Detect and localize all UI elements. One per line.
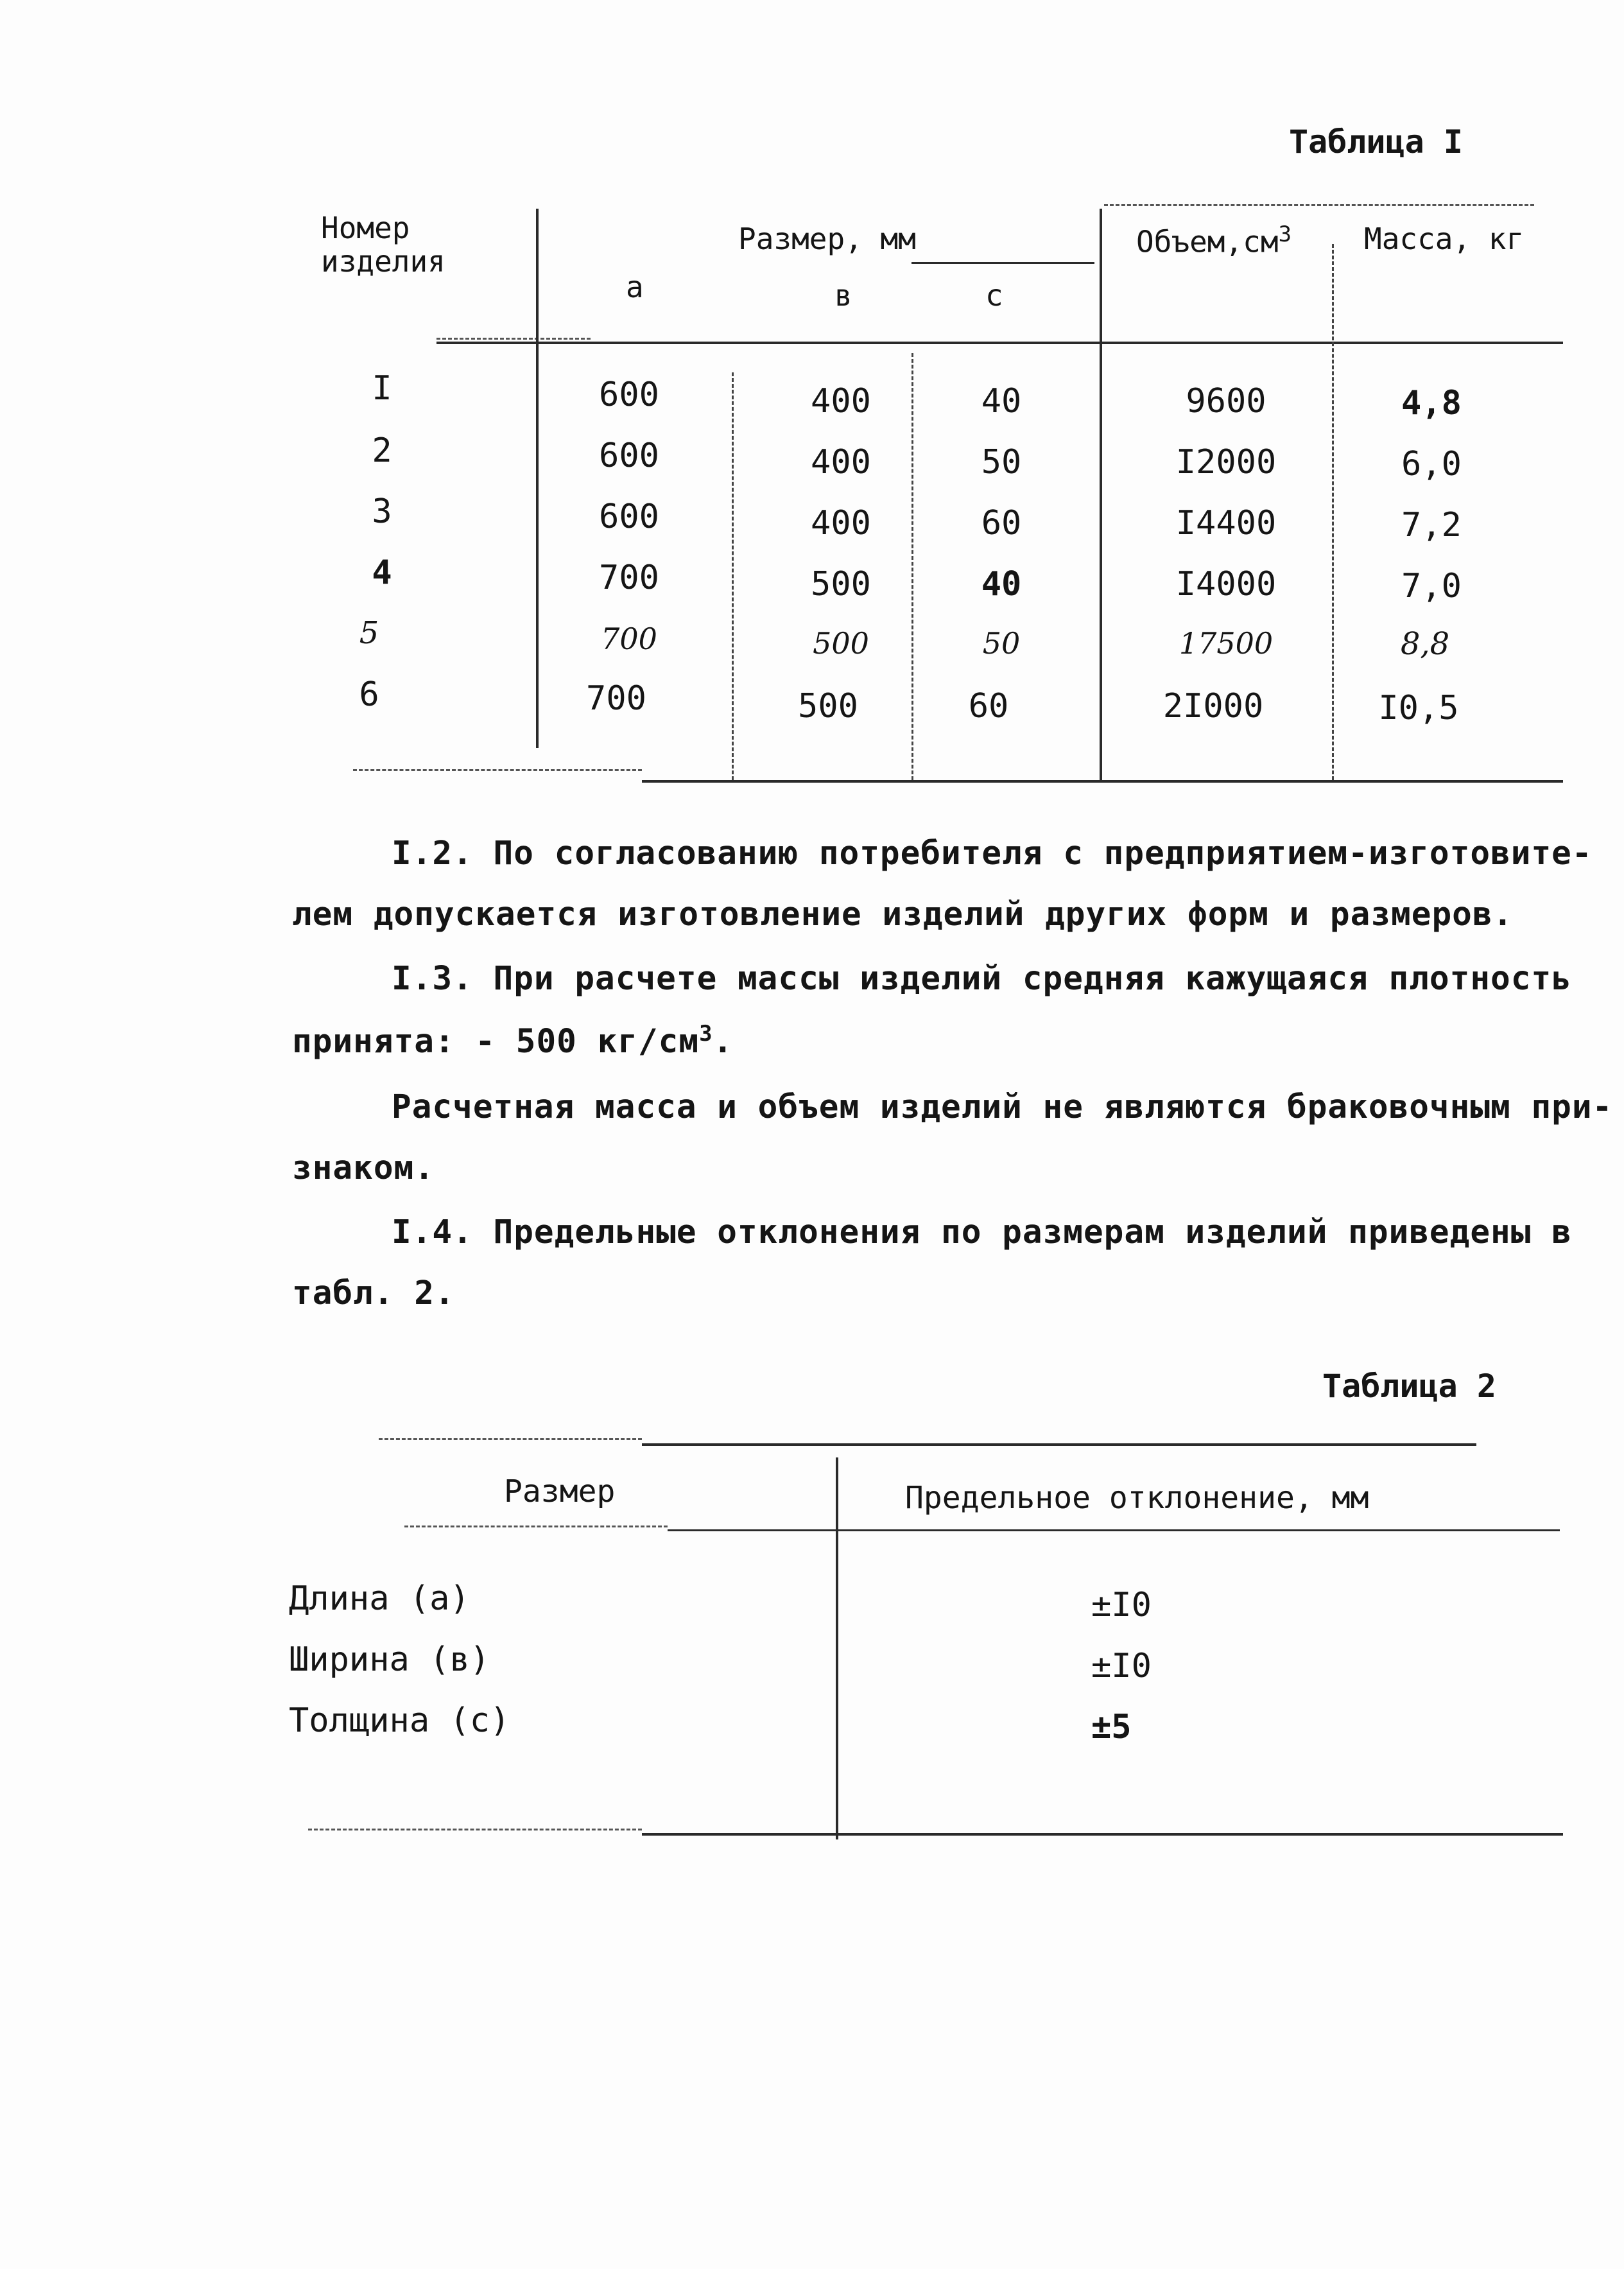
para-1-3-line1: I.3. При расчете массы изделий средняя кажущаяся плотность: [392, 960, 1572, 998]
table1-cell-volume: 9600: [1186, 382, 1266, 421]
table1-header-rule: [436, 342, 1563, 344]
table2-caption: Таблица 2: [1322, 1368, 1496, 1405]
table1-bottom-rule: [642, 780, 1563, 783]
table1-cell-mass: 8,8: [1400, 626, 1450, 662]
table1-cell-a: 600: [599, 376, 659, 414]
para-1-3-line2: [292, 1021, 733, 1061]
table1-cell-number: 4: [372, 553, 392, 592]
table1-header-volume-sup: 3: [1278, 222, 1292, 247]
table1-cell-b: 400: [811, 504, 871, 543]
table1-cell-a: 700: [601, 622, 657, 656]
table1-header-volume-text: Объем,см: [1136, 224, 1279, 259]
table1-cell-number: 3: [372, 492, 392, 531]
para-1-2-line1: I.2. По согласованию потребителя с предприятием-изготовите-: [392, 835, 1593, 873]
table1-header-number-line2: изделия: [321, 244, 445, 279]
table1-cell-a: 600: [599, 498, 659, 536]
table2-cell-value: ±I0: [1091, 1647, 1152, 1685]
table2-top-rule-dash: [379, 1438, 642, 1440]
table1-cell-volume: I2000: [1175, 443, 1277, 482]
table1-cell-c: 60: [968, 687, 1009, 726]
para-1-3-line2-text: принята: - 500 кг/см: [292, 1023, 700, 1061]
table2-cell-value: ±I0: [1091, 1586, 1152, 1624]
table2-header-rule-dash: [404, 1526, 668, 1527]
table1-size-subheader-rule: [911, 262, 1094, 264]
para-1-4-line1: I.4. Предельные отклонения по размерам изделий приведены в: [392, 1213, 1572, 1251]
table1-cell-a: 700: [599, 559, 659, 597]
table2-cell-name: Ширина (в): [289, 1640, 490, 1679]
table1-bottom-rule-dash: [353, 769, 642, 771]
table1-cell-c: 40: [981, 565, 1022, 604]
table1-cell-a: 700: [586, 679, 646, 718]
table2-bottom-rule: [642, 1833, 1563, 1836]
table1-cell-number: 5: [359, 615, 379, 651]
table2-cell-name: Толщина (с): [289, 1701, 510, 1740]
table1-header-rule-dash: [436, 338, 591, 340]
table1-header-a: а: [626, 270, 644, 304]
table1-header-number-line1: Номер: [321, 211, 410, 245]
table2-header-deviation: Предельное отклонение, мм: [905, 1480, 1369, 1516]
table1-header-size: Размер, мм: [738, 222, 916, 256]
table1-cell-volume: 2I000: [1162, 687, 1264, 726]
table1-col-divider-number: [536, 209, 539, 748]
table1-cell-b: 500: [798, 687, 858, 726]
table1-header-volume: [1136, 222, 1291, 259]
table2-bottom-rule-dash: [308, 1829, 642, 1830]
table1-cell-volume: I4000: [1175, 565, 1277, 604]
table1-cell-number: 6: [359, 675, 379, 714]
table2-header-size: Размер: [504, 1474, 616, 1509]
table1-col-divider-size-volume: [1100, 209, 1102, 780]
para-1-3-line2-end: .: [713, 1023, 734, 1061]
table1-cell-b: 400: [811, 443, 871, 482]
table1-cell-c: 50: [982, 626, 1021, 661]
para-1-3b-line1: Расчетная масса и объем изделий не являются браковочным при-: [392, 1088, 1613, 1126]
table1-header-b: в: [834, 278, 852, 313]
table1-cell-c: 40: [981, 382, 1022, 421]
table1-cell-b: 500: [811, 565, 871, 604]
table2-cell-name: Длина (а): [289, 1579, 470, 1618]
table1-cell-mass: I0,5: [1378, 689, 1459, 727]
table2-top-rule: [642, 1443, 1476, 1446]
table1-caption: Таблица I: [1289, 123, 1463, 161]
table1-cell-mass: 4,8: [1401, 384, 1462, 422]
para-1-3-line2-sup: 3: [699, 1021, 713, 1047]
table2-header-rule: [668, 1529, 1560, 1531]
table1-cell-b: 500: [813, 626, 869, 661]
table1-cell-volume: I4400: [1175, 504, 1277, 543]
para-1-4-line2: табл. 2.: [292, 1274, 455, 1312]
table1-cell-a: 600: [599, 437, 659, 475]
table1-cell-volume: 17500: [1179, 626, 1274, 661]
table1-cell-number: 2: [372, 431, 392, 470]
table1-cell-b: 400: [811, 382, 871, 421]
table1-top-rule: [1104, 204, 1534, 206]
table1-cell-mass: 6,0: [1401, 445, 1462, 483]
table1-cell-c: 60: [981, 504, 1022, 543]
table1-cell-c: 50: [981, 443, 1022, 482]
table1-cell-mass: 7,2: [1401, 506, 1462, 544]
table1-header-c: с: [985, 278, 1003, 313]
table2-col-divider: [836, 1457, 838, 1839]
table1-cell-mass: 7,0: [1401, 567, 1462, 605]
table1-cell-number: I: [372, 369, 392, 408]
table2-cell-value: ±5: [1091, 1708, 1132, 1746]
para-1-3b-line2: знаком.: [292, 1149, 435, 1187]
table1-header-mass: Масса, кг: [1364, 222, 1525, 256]
para-1-2-line2: лем допускается изготовление изделий других форм и размеров.: [292, 896, 1514, 934]
